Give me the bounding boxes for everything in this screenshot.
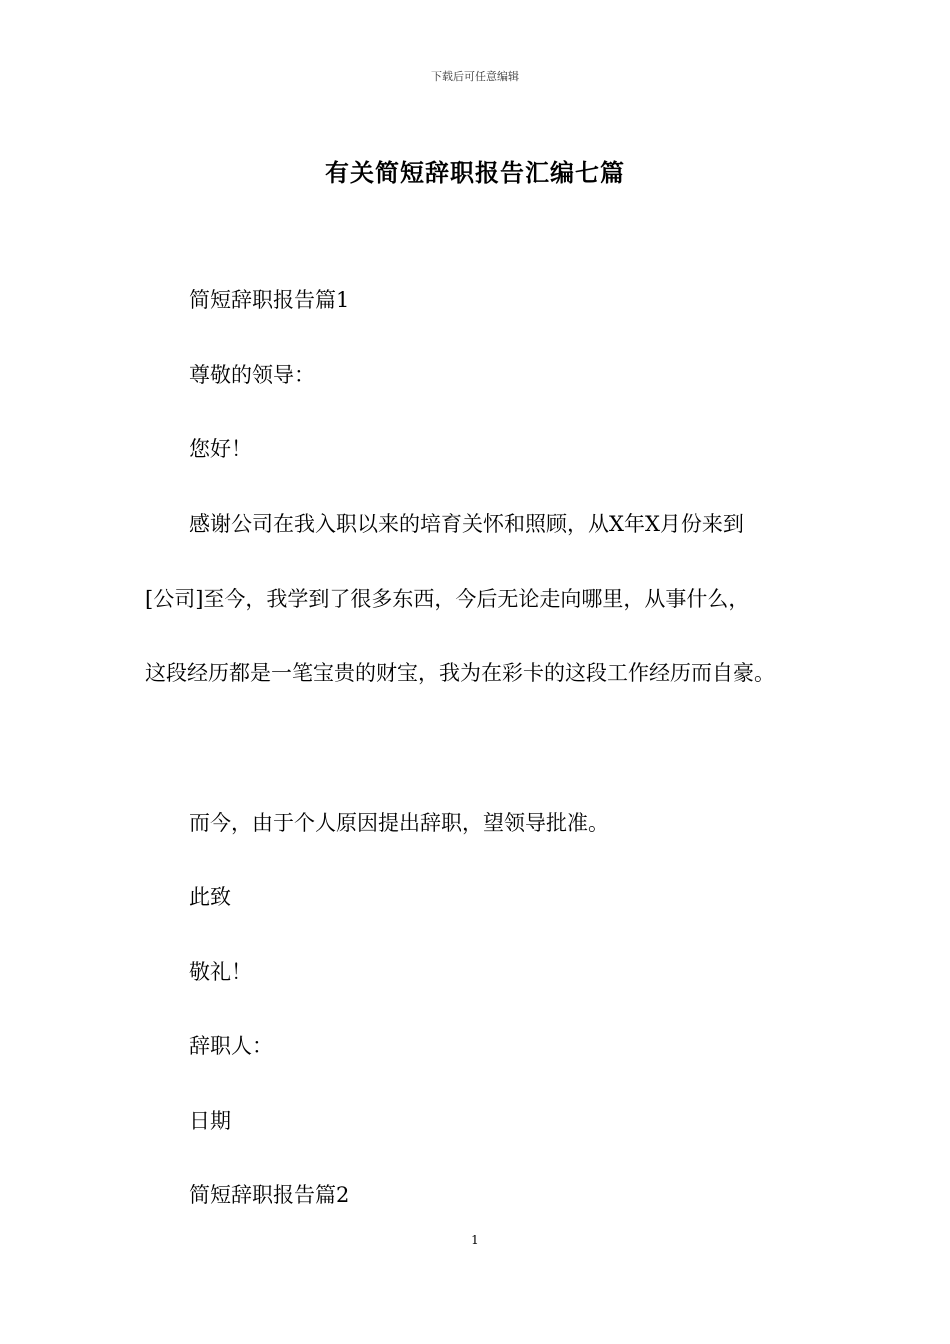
closing-line: 此致: [189, 885, 231, 909]
salutation: 尊敬的领导：: [189, 363, 315, 387]
greeting: 您好！: [189, 437, 252, 461]
signer-line: 辞职人：: [189, 1034, 273, 1058]
paragraph-line: [公司]至今，我学到了很多东西，今后无论走向哪里，从事什么，: [145, 587, 750, 611]
paragraph-line: 感谢公司在我入职以来的培育关怀和照顾，从X年X月份来到: [189, 512, 744, 536]
section-heading-2: 简短辞职报告篇2: [189, 1183, 350, 1207]
closing-line: 敬礼！: [189, 960, 252, 984]
paragraph-line: 而今，由于个人原因提出辞职，望领导批准。: [189, 811, 609, 835]
page-number: 1: [471, 1233, 479, 1247]
header-note: 下载后可任意编辑: [431, 70, 519, 83]
paragraph-line: 这段经历都是一笔宝贵的财宝，我为在彩卡的这段工作经历而自豪。: [145, 661, 775, 685]
document-title: 有关简短辞职报告汇编七篇: [325, 158, 625, 187]
date-line: 日期: [189, 1109, 231, 1133]
section-heading-1: 简短辞职报告篇1: [189, 288, 350, 312]
